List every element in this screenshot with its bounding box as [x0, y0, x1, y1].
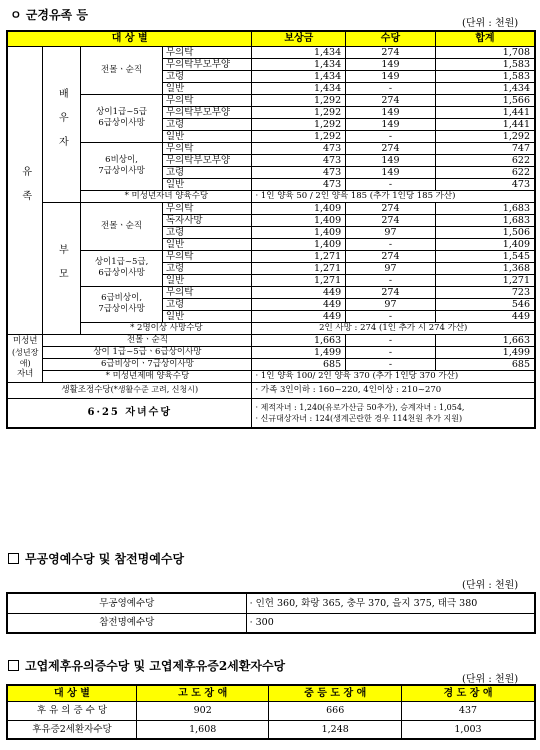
total-value: 1,271 [435, 274, 535, 286]
allowance-value: - [346, 346, 436, 358]
total-value: 723 [435, 286, 535, 298]
total-value: 449 [435, 310, 535, 322]
compensation-value: 473 [252, 178, 346, 190]
allowance-value: - [346, 178, 436, 190]
minor-child-allowance-value: · 1인 양육 50 / 2인 양육 185 (추가 1인당 185 가산) [252, 190, 535, 202]
compensation-value: 1,292 [252, 94, 346, 106]
category-label: 상이1급~5급 6급상이사망 [81, 94, 163, 142]
section3-title [8, 657, 285, 674]
honor-allowance-table [6, 592, 536, 634]
section1-unit: (단위 : 천원) [462, 18, 519, 29]
allowance-value: 97 [346, 262, 436, 274]
compensation-value: 473 [252, 166, 346, 178]
ao-cell: 1,248 [269, 720, 402, 739]
minor-sibling-allowance-value: · 1인 양육 100/ 2인 양육 370 (추가 1인당 370 가산) [252, 370, 535, 382]
condition-label: 독자사망 [162, 214, 252, 226]
header-target: 대 상 별 [7, 31, 252, 46]
allowance-value: - [346, 310, 436, 322]
checkbox-icon [8, 553, 19, 564]
total-value: 1,441 [435, 118, 535, 130]
multi-death-allowance-value: 2인 사망 : 274 (1인 추가 시 274 가산) [252, 322, 535, 334]
total-value: 1,583 [435, 58, 535, 70]
allowance-value: 149 [346, 70, 436, 82]
honor-row-label: 참전명예수당 [7, 613, 246, 633]
minor-child-allowance-label: * 미성년자녀 양육수당 [81, 190, 252, 202]
condition-label: 일반 [162, 310, 252, 322]
total-value: 622 [435, 166, 535, 178]
war-value-line1: · 제적자녀 : 1,240(유로가산금 50추가), 승계자녀 : 1,054, [255, 402, 465, 412]
category-label: 상이1급~5급, 6급상이사망 [81, 250, 163, 286]
ao-header-target: 대 상 별 [7, 685, 136, 701]
header-compensation: 보상금 [252, 31, 346, 46]
veterans-family-table [6, 30, 536, 429]
total-value: 1,566 [435, 94, 535, 106]
condition-label: 무의탁부모부양 [162, 106, 252, 118]
compensation-value: 1,409 [252, 214, 346, 226]
condition-label: 고령 [162, 226, 252, 238]
ao-cell: 902 [136, 701, 269, 720]
total-value: 1,292 [435, 130, 535, 142]
compensation-value: 1,434 [252, 58, 346, 70]
category-label: 6급비상이, 7급상이사망 [81, 286, 163, 322]
ao-cell: 1,003 [401, 720, 535, 739]
checkbox-icon [8, 660, 19, 671]
condition-label: 일반 [162, 178, 252, 190]
compensation-value: 1,292 [252, 130, 346, 142]
compensation-value: 1,434 [252, 70, 346, 82]
ao-header-severe: 고 도 장 애 [136, 685, 269, 701]
compensation-value: 1,271 [252, 262, 346, 274]
total-value: 1,683 [435, 202, 535, 214]
total-value: 1,409 [435, 238, 535, 250]
total-value: 473 [435, 178, 535, 190]
condition-label: 무의탁 [162, 94, 252, 106]
allowance-value: 149 [346, 166, 436, 178]
compensation-value: 1,409 [252, 202, 346, 214]
multi-death-allowance-label: * 2명이상 사망수당 [81, 322, 252, 334]
living-adjustment-value: · 가족 3인이하 : 160~220, 4인이상 : 210~270 [252, 382, 535, 398]
condition-label: 일반 [162, 130, 252, 142]
living-adjustment-label [7, 382, 252, 398]
condition-label: 무의탁 [162, 46, 252, 58]
condition-label: 고령 [162, 298, 252, 310]
section2-title [8, 550, 184, 567]
condition-label: 고령 [162, 262, 252, 274]
condition-label: 무의탁부모부양 [162, 58, 252, 70]
honor-row-label: 무공영예수당 [7, 593, 246, 613]
korean-war-child-label: 6·25 자녀수당 [7, 398, 252, 428]
category-label: 전몰ㆍ순직 [81, 46, 163, 94]
compensation-value: 1,663 [252, 334, 346, 346]
compensation-value: 449 [252, 286, 346, 298]
spouse-label: 배우자 [43, 46, 81, 202]
condition-label: 고령 [162, 118, 252, 130]
total-value: 1,683 [435, 214, 535, 226]
compensation-value: 449 [252, 298, 346, 310]
ao-cell: 666 [269, 701, 402, 720]
ao-row-label: 후 유 의 증 수 당 [7, 701, 136, 720]
compensation-value: 473 [252, 154, 346, 166]
ao-cell: 437 [401, 701, 535, 720]
compensation-value: 1,409 [252, 238, 346, 250]
allowance-value: - [346, 358, 436, 370]
allowance-value: 97 [346, 226, 436, 238]
living-label-note: (*생활수준 고려, 신청시) [110, 385, 199, 394]
minor-group-title: 미성년 [12, 336, 38, 346]
ao-header-mild: 경 도 장 애 [401, 685, 535, 701]
allowance-value: 274 [346, 46, 436, 58]
condition-label: 일반 [162, 274, 252, 286]
section2-title-text: 무공영예수당 및 참전명예수당 [25, 552, 185, 566]
condition-label: 고령 [162, 166, 252, 178]
total-value: 1,545 [435, 250, 535, 262]
korean-war-child-value [252, 398, 535, 428]
allowance-value: 149 [346, 58, 436, 70]
parent-label: 부모 [43, 202, 81, 334]
condition-label: 무의탁 [162, 142, 252, 154]
allowance-value: 274 [346, 286, 436, 298]
ao-header-moderate: 중 등 도 장 애 [269, 685, 402, 701]
condition-label: 무의탁 [162, 286, 252, 298]
category-label: 6비상이, 7급상이사망 [81, 142, 163, 190]
minor-group-end: 자녀 [16, 369, 34, 379]
ao-row-label: 후유증2세환자수당 [7, 720, 136, 739]
condition-label: 고령 [162, 70, 252, 82]
compensation-value: 1,292 [252, 118, 346, 130]
honor-row-value: · 300 [246, 613, 535, 633]
allowance-value: 149 [346, 118, 436, 130]
section3-title-text: 고엽제후유의증수당 및 고엽제후유증2세환자수당 [25, 659, 286, 673]
allowance-value: - [346, 334, 436, 346]
compensation-value: 685 [252, 358, 346, 370]
compensation-value: 1,434 [252, 46, 346, 58]
compensation-value: 1,292 [252, 106, 346, 118]
total-value: 546 [435, 298, 535, 310]
agent-orange-table [6, 684, 536, 740]
allowance-value: - [346, 130, 436, 142]
condition-label: 일반 [162, 238, 252, 250]
header-allowance: 수당 [346, 31, 436, 46]
total-value: 747 [435, 142, 535, 154]
child-category-label: 6급비상이ㆍ7급상이사망 [43, 358, 252, 370]
total-value: 1,434 [435, 82, 535, 94]
minor-child-group-label [7, 334, 43, 382]
allowance-value: 97 [346, 298, 436, 310]
section1-title: ㅇ 군경유족 등 [10, 8, 88, 22]
allowance-value: - [346, 274, 436, 286]
honor-row-value: · 인헌 360, 화랑 365, 충무 370, 을지 375, 태극 380 [246, 593, 535, 613]
child-category-label: 전몰ㆍ순직 [43, 334, 252, 346]
section2-unit: (단위 : 천원) [462, 580, 519, 591]
compensation-value: 473 [252, 142, 346, 154]
allowance-value: 149 [346, 106, 436, 118]
compensation-value: 1,271 [252, 250, 346, 262]
category-label: 전몰ㆍ순직 [81, 202, 163, 250]
compensation-value: 1,499 [252, 346, 346, 358]
condition-label: 일반 [162, 82, 252, 94]
allowance-value: 274 [346, 214, 436, 226]
ao-cell: 1,608 [136, 720, 269, 739]
condition-label: 무의탁 [162, 202, 252, 214]
child-category-label: 상이 1급~5급ㆍ6급상이사망 [43, 346, 252, 358]
section3-unit: (단위 : 천원) [462, 674, 519, 685]
header-total: 합계 [435, 31, 535, 46]
allowance-value: 149 [346, 154, 436, 166]
total-value: 1,368 [435, 262, 535, 274]
compensation-value: 1,271 [252, 274, 346, 286]
total-value: 1,583 [435, 70, 535, 82]
war-value-line2: · 신규대상자녀 : 124(생계곤란한 경우 114천원 추가 지원) [255, 413, 463, 423]
condition-label: 무의탁 [162, 250, 252, 262]
total-value: 1,708 [435, 46, 535, 58]
allowance-value: 274 [346, 250, 436, 262]
total-value: 1,506 [435, 226, 535, 238]
compensation-value: 1,409 [252, 226, 346, 238]
total-value: 685 [435, 358, 535, 370]
allowance-value: - [346, 82, 436, 94]
condition-label: 무의탁부모부양 [162, 154, 252, 166]
compensation-value: 449 [252, 310, 346, 322]
yujok-group-label: 유족 [7, 46, 43, 334]
minor-group-sub: (성년장애) [12, 348, 39, 368]
total-value: 1,663 [435, 334, 535, 346]
allowance-value: 274 [346, 94, 436, 106]
allowance-value: 274 [346, 202, 436, 214]
living-label-text: 생활조정수당 [61, 385, 111, 395]
minor-sibling-allowance-label: * 미성년제매 양육수당 [43, 370, 252, 382]
allowance-value: - [346, 238, 436, 250]
total-value: 622 [435, 154, 535, 166]
allowance-value: 274 [346, 142, 436, 154]
total-value: 1,441 [435, 106, 535, 118]
total-value: 1,499 [435, 346, 535, 358]
compensation-value: 1,434 [252, 82, 346, 94]
